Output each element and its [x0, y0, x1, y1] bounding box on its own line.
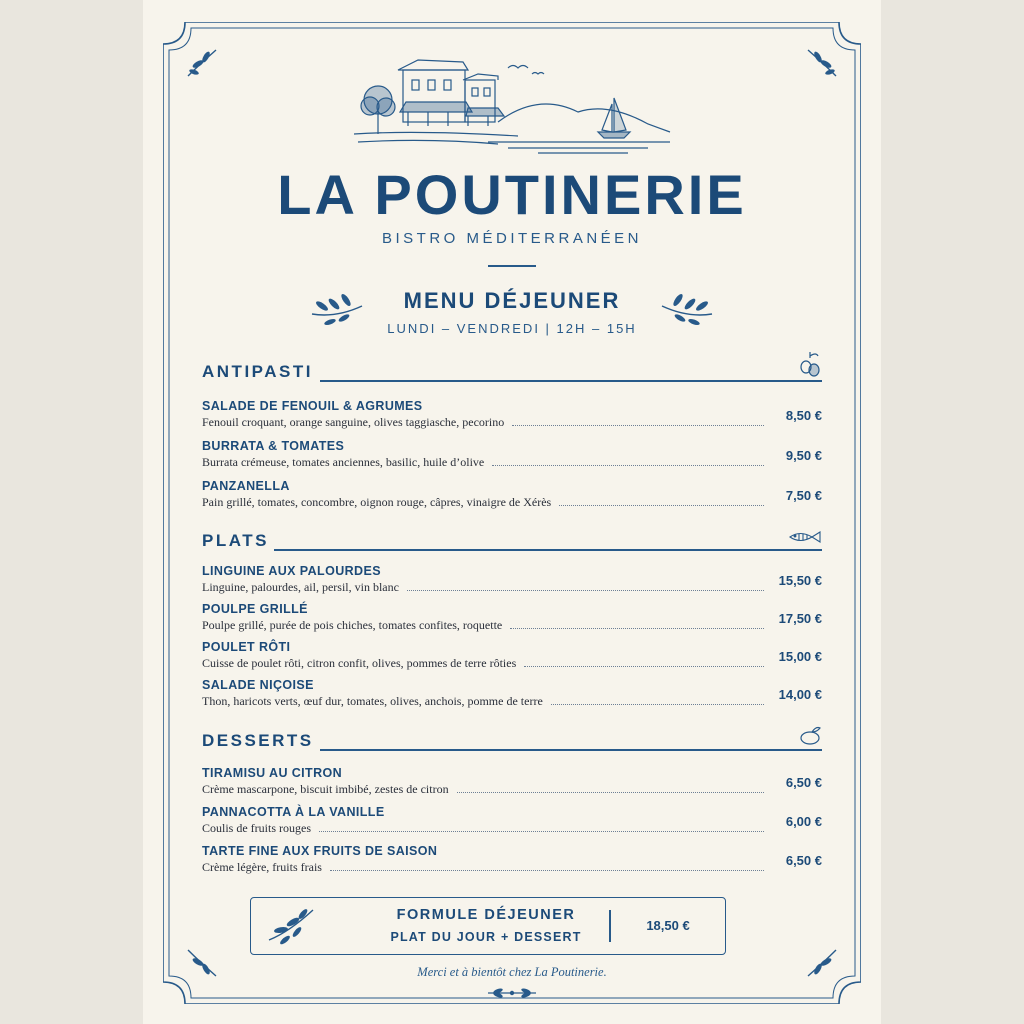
footer-sprig-icon: [482, 986, 542, 1000]
menu-item: [202, 639, 822, 671]
formule-subtitle: PLAT DU JOUR + DESSERT: [390, 930, 582, 944]
restaurant-tagline: BISTRO MÉDITERRANÉEN: [381, 230, 643, 247]
formule-price: 18,50 €: [646, 918, 690, 933]
formule-divider: [609, 910, 611, 942]
menu-item: [202, 601, 822, 633]
section-plats: [202, 531, 822, 708]
section-antipasti: [202, 362, 822, 509]
formule-box: [250, 897, 726, 955]
olive-branch-icon: [265, 904, 317, 946]
menu-item: [202, 398, 822, 430]
section-divider: [320, 380, 822, 382]
item-price: 17,50 €: [778, 611, 822, 626]
item-description: Linguine, palourdes, ail, persil, vin blanc: [202, 580, 399, 594]
item-description: Thon, haricots verts, œuf dur, tomates, olives, anchois, pomme de terre: [202, 694, 543, 708]
item-name: TIRAMISU AU CITRON: [202, 766, 343, 780]
item-name: SALADE DE FENOUIL & AGRUMES: [202, 399, 423, 413]
fish-icon: [788, 529, 822, 545]
menu-item: [202, 804, 822, 836]
item-price: 6,00 €: [785, 814, 822, 829]
menu-item: [202, 563, 822, 595]
item-price: 6,50 €: [785, 775, 822, 790]
menu-item: [202, 438, 822, 470]
item-price: 8,50 €: [785, 408, 822, 423]
item-price: 14,00 €: [778, 687, 822, 702]
menu-item: [202, 843, 822, 875]
menu-item: [202, 765, 822, 797]
olive-icon: [798, 350, 822, 378]
item-price: 15,50 €: [778, 573, 822, 588]
item-description: Poulpe grillé, purée de pois chiches, tomates confites, roquette: [202, 618, 503, 632]
item-description: Crème légère, fruits frais: [202, 860, 322, 874]
item-price: 15,00 €: [778, 649, 822, 664]
formule-title: FORMULE DÉJEUNER: [396, 907, 576, 923]
item-description: Pain grillé, tomates, concombre, oignon rouge, câpres, vinaigre de Xérès: [202, 495, 552, 509]
menu-item: [202, 478, 822, 510]
item-name: POULPE GRILLÉ: [202, 602, 308, 616]
section-divider: [274, 549, 822, 551]
item-name: SALADE NIÇOISE: [202, 678, 314, 692]
item-name: BURRATA & TOMATES: [202, 439, 345, 453]
corner-sprig-icon: [804, 44, 840, 80]
item-price: 6,50 €: [785, 853, 822, 868]
item-price: 7,50 €: [785, 488, 822, 503]
menu-title: MENU DÉJEUNER: [403, 288, 621, 313]
corner-sprig-icon: [184, 44, 220, 80]
item-description: Coulis de fruits rouges: [202, 821, 311, 835]
item-name: PANNACOTTA À LA VANILLE: [202, 805, 385, 819]
section-title: DESSERTS: [202, 731, 314, 750]
item-price: 9,50 €: [785, 448, 822, 463]
menu-hours: LUNDI – VENDREDI | 12H – 15H: [387, 321, 637, 336]
item-description: Burrata crémeuse, tomates anciennes, basilic, huile d’olive: [202, 455, 485, 469]
seaside-bistro-illustration: [348, 52, 678, 156]
item-name: TARTE FINE AUX FRUITS DE SAISON: [202, 844, 438, 858]
lemon-icon: [798, 725, 822, 747]
item-name: PANZANELLA: [202, 479, 290, 493]
restaurant-name: LA POUTINERIE: [277, 163, 747, 226]
item-description: Fenouil croquant, orange sanguine, olives taggiasche, pecorino: [202, 415, 505, 429]
title-divider: [488, 265, 536, 267]
section-desserts: [202, 731, 822, 874]
item-name: LINGUINE AUX PALOURDES: [202, 564, 381, 578]
footer-thanks: Merci et à bientôt chez La Poutinerie.: [417, 965, 607, 979]
item-name: POULET RÔTI: [202, 640, 291, 654]
item-description: Cuisse de poulet rôti, citron confit, olives, pommes de terre rôties: [202, 656, 517, 670]
section-divider: [320, 749, 822, 751]
item-description: Crème mascarpone, biscuit imbibé, zestes de citron: [202, 782, 449, 796]
section-title: PLATS: [202, 531, 269, 550]
menu-item: [202, 677, 822, 709]
section-title: ANTIPASTI: [202, 362, 313, 381]
